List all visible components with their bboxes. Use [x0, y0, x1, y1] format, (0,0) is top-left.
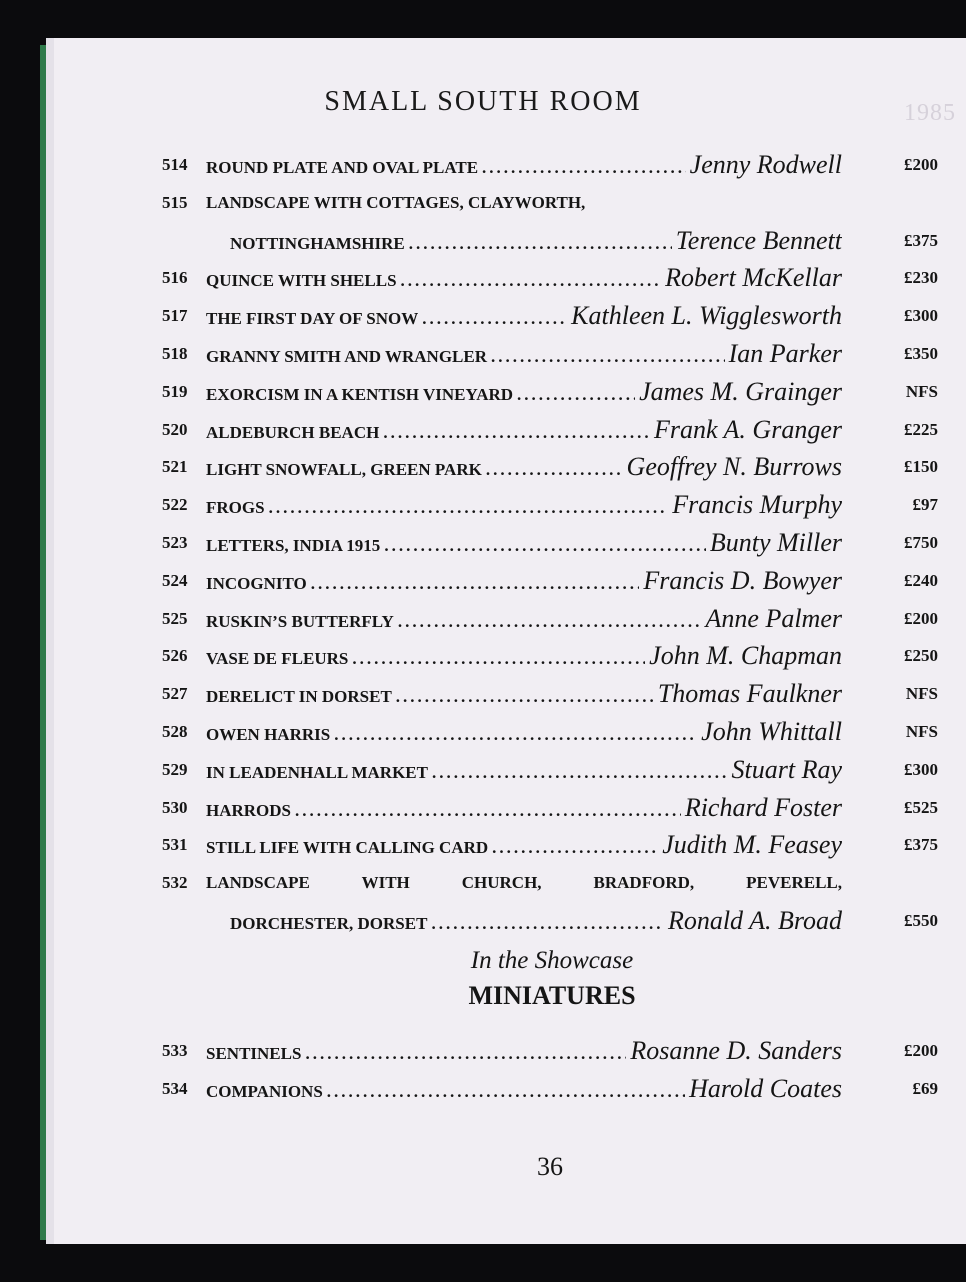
catalogue-entry [162, 297, 942, 335]
dot-leader [491, 338, 725, 376]
artist-name: John M. Chapman [649, 641, 842, 671]
catalogue-entry [162, 713, 942, 751]
dot-leader [409, 225, 672, 263]
artist-name: Judith M. Feasey [662, 830, 842, 860]
dot-leader [432, 754, 728, 792]
entry-price: £200 [904, 1040, 938, 1060]
entry-price: £525 [904, 797, 938, 817]
entry-price: £150 [904, 457, 938, 477]
entry-number: 530 [162, 797, 188, 817]
dot-leader [486, 451, 623, 489]
entry-price: £97 [912, 495, 938, 515]
artist-name: Francis Murphy [672, 490, 842, 520]
entry-list [162, 146, 942, 1107]
entry-title: HARRODS [206, 800, 292, 820]
artist-name: Ronald A. Broad [667, 905, 842, 935]
entry-price: £350 [904, 343, 938, 363]
entry-title: VASE DE FLEURS [206, 649, 349, 669]
entry-price: £300 [904, 759, 938, 779]
catalogue-entry [162, 335, 942, 373]
entry-title: EXORCISM IN A KENTISH VINEYARD [206, 384, 514, 404]
dot-leader [327, 1073, 685, 1111]
entry-price: £375 [904, 835, 938, 855]
entry-number: 524 [162, 570, 188, 590]
artist-name: Bunty Miller [709, 527, 842, 557]
artist-name: Terence Bennett [675, 225, 842, 255]
entry-number: 519 [162, 381, 188, 401]
entry-price: £250 [904, 646, 938, 666]
catalogue-entry [162, 486, 942, 524]
entry-number: 525 [162, 608, 188, 628]
entry-title: OWEN HARRIS [206, 724, 331, 744]
catalogue-entry [162, 222, 942, 260]
catalogue-entry [162, 373, 942, 411]
entry-number: 522 [162, 495, 188, 515]
dot-leader [401, 262, 662, 300]
page-title: SMALL SOUTH ROOM [324, 86, 642, 117]
catalogue-entry [162, 1070, 942, 1108]
catalogue-entry [162, 524, 942, 562]
entry-price: NFS [905, 721, 938, 741]
entry-price: £225 [904, 419, 938, 439]
entry-price: £200 [904, 155, 938, 174]
catalogue-entry [162, 146, 942, 184]
entry-title: STILL LIFE WITH CALLING CARD [206, 838, 489, 858]
artist-name: Richard Foster [684, 792, 842, 822]
entry-title: GRANNY SMITH AND WRANGLER [206, 346, 487, 366]
catalogue-entry [162, 864, 942, 902]
artist-name: Kathleen L. Wigglesworth [571, 301, 842, 331]
entry-number: 518 [162, 343, 188, 363]
entry-price: £750 [904, 532, 938, 552]
entry-title: IN LEADENHALL MARKET [206, 762, 428, 782]
catalogue-entry [162, 902, 942, 940]
artist-name: Stuart Ray [731, 754, 842, 784]
entry-price: £230 [904, 268, 938, 288]
entry-price: £69 [912, 1078, 938, 1098]
catalogue-entry [162, 600, 942, 638]
entry-title: FROGS [206, 498, 265, 518]
dot-leader [517, 376, 635, 414]
artist-name: Rosanne D. Sanders [630, 1035, 842, 1065]
artist-name: Thomas Faulkner [657, 679, 842, 709]
artist-name: Anne Palmer [705, 603, 842, 633]
entry-title: QUINCE WITH SHELLS [206, 271, 397, 291]
catalogue-entry [162, 826, 942, 864]
entry-number: 526 [162, 646, 188, 666]
dot-leader [396, 678, 654, 716]
artist-name: James M. Grainger [639, 376, 842, 406]
entry-title: ALDEBURCH BEACH [206, 422, 380, 442]
entry-title: SENTINELS [206, 1043, 302, 1063]
dot-leader [431, 905, 664, 943]
entry-number: 532 [162, 873, 188, 893]
entry-number: 520 [162, 419, 188, 439]
entry-number: 533 [162, 1040, 188, 1060]
entry-price: NFS [905, 381, 938, 401]
artist-name: John Whittall [701, 716, 842, 746]
catalogue-entry [162, 751, 942, 789]
page-number: 36 [537, 1152, 563, 1181]
catalogue-entry [162, 675, 942, 713]
entry-title: DORCHESTER, DORSET [230, 913, 428, 933]
entry-price: £375 [904, 230, 938, 250]
dot-leader [384, 527, 706, 565]
artist-name: Ian Parker [728, 338, 842, 368]
dot-leader [352, 640, 645, 678]
catalogue-entry [162, 259, 942, 297]
entry-number: 534 [162, 1078, 188, 1098]
entry-number: 527 [162, 684, 188, 704]
dot-leader [269, 489, 669, 527]
dot-leader [398, 603, 702, 641]
entry-title: NOTTINGHAMSHIRE [230, 233, 405, 253]
artist-name: Jenny Rodwell [689, 150, 842, 179]
artist-name: Frank A. Granger [653, 414, 842, 444]
entry-price: NFS [905, 684, 938, 704]
catalogue-entry [162, 411, 942, 449]
catalogue-entry [162, 637, 942, 675]
dot-leader [482, 149, 686, 187]
catalogue-entry [162, 1032, 942, 1070]
artist-name: Harold Coates [689, 1073, 842, 1103]
dot-leader [383, 414, 650, 452]
catalogue-entry [162, 562, 942, 600]
entry-price: £300 [904, 306, 938, 326]
dot-leader [422, 300, 567, 338]
dot-leader [311, 565, 640, 603]
entry-number: 531 [162, 835, 188, 855]
entry-title: COMPANIONS [206, 1081, 323, 1101]
catalogue-entry [162, 184, 942, 222]
entry-title: LANDSCAPE WITH COTTAGES, CLAYWORTH, [206, 192, 586, 212]
dot-leader [334, 716, 697, 754]
entry-number: 516 [162, 268, 188, 288]
entry-title: THE FIRST DAY OF SNOW [206, 309, 419, 329]
artist-name: Robert McKellar [665, 263, 842, 293]
dot-leader [305, 1035, 626, 1073]
artist-name: Geoffrey N. Burrows [626, 452, 842, 482]
entry-number: 523 [162, 532, 188, 552]
catalogue-entry [162, 789, 942, 827]
showcase-label: In the Showcase [470, 946, 634, 974]
dot-leader [492, 829, 658, 867]
entry-price: £550 [904, 910, 938, 930]
entry-title: LANDSCAPE WITH CHURCH, BRADFORD, PEVERELL, [206, 873, 842, 893]
dot-leader [295, 792, 681, 830]
entry-number: 529 [162, 759, 188, 779]
entry-number: 528 [162, 721, 188, 741]
entry-price: £240 [904, 570, 938, 590]
entry-title: ROUND PLATE AND OVAL PLATE [206, 158, 479, 177]
entry-number: 515 [162, 192, 188, 212]
entry-number: 517 [162, 306, 188, 326]
entry-title: LIGHT SNOWFALL, GREEN PARK [206, 460, 482, 480]
entry-price: £200 [904, 608, 938, 628]
entry-title: RUSKIN’S BUTTERFLY [206, 611, 394, 631]
bleed-through-text: 1985 [904, 100, 956, 126]
entry-number: 521 [162, 457, 188, 477]
catalogue-entry [162, 448, 942, 486]
entry-title: DERELICT IN DORSET [206, 687, 392, 707]
entry-number: 514 [162, 155, 188, 174]
entry-title: INCOGNITO [206, 573, 307, 593]
artist-name: Francis D. Bowyer [643, 565, 842, 595]
miniatures-heading: MINIATURES [468, 980, 636, 1010]
entry-title: LETTERS, INDIA 1915 [206, 535, 381, 555]
